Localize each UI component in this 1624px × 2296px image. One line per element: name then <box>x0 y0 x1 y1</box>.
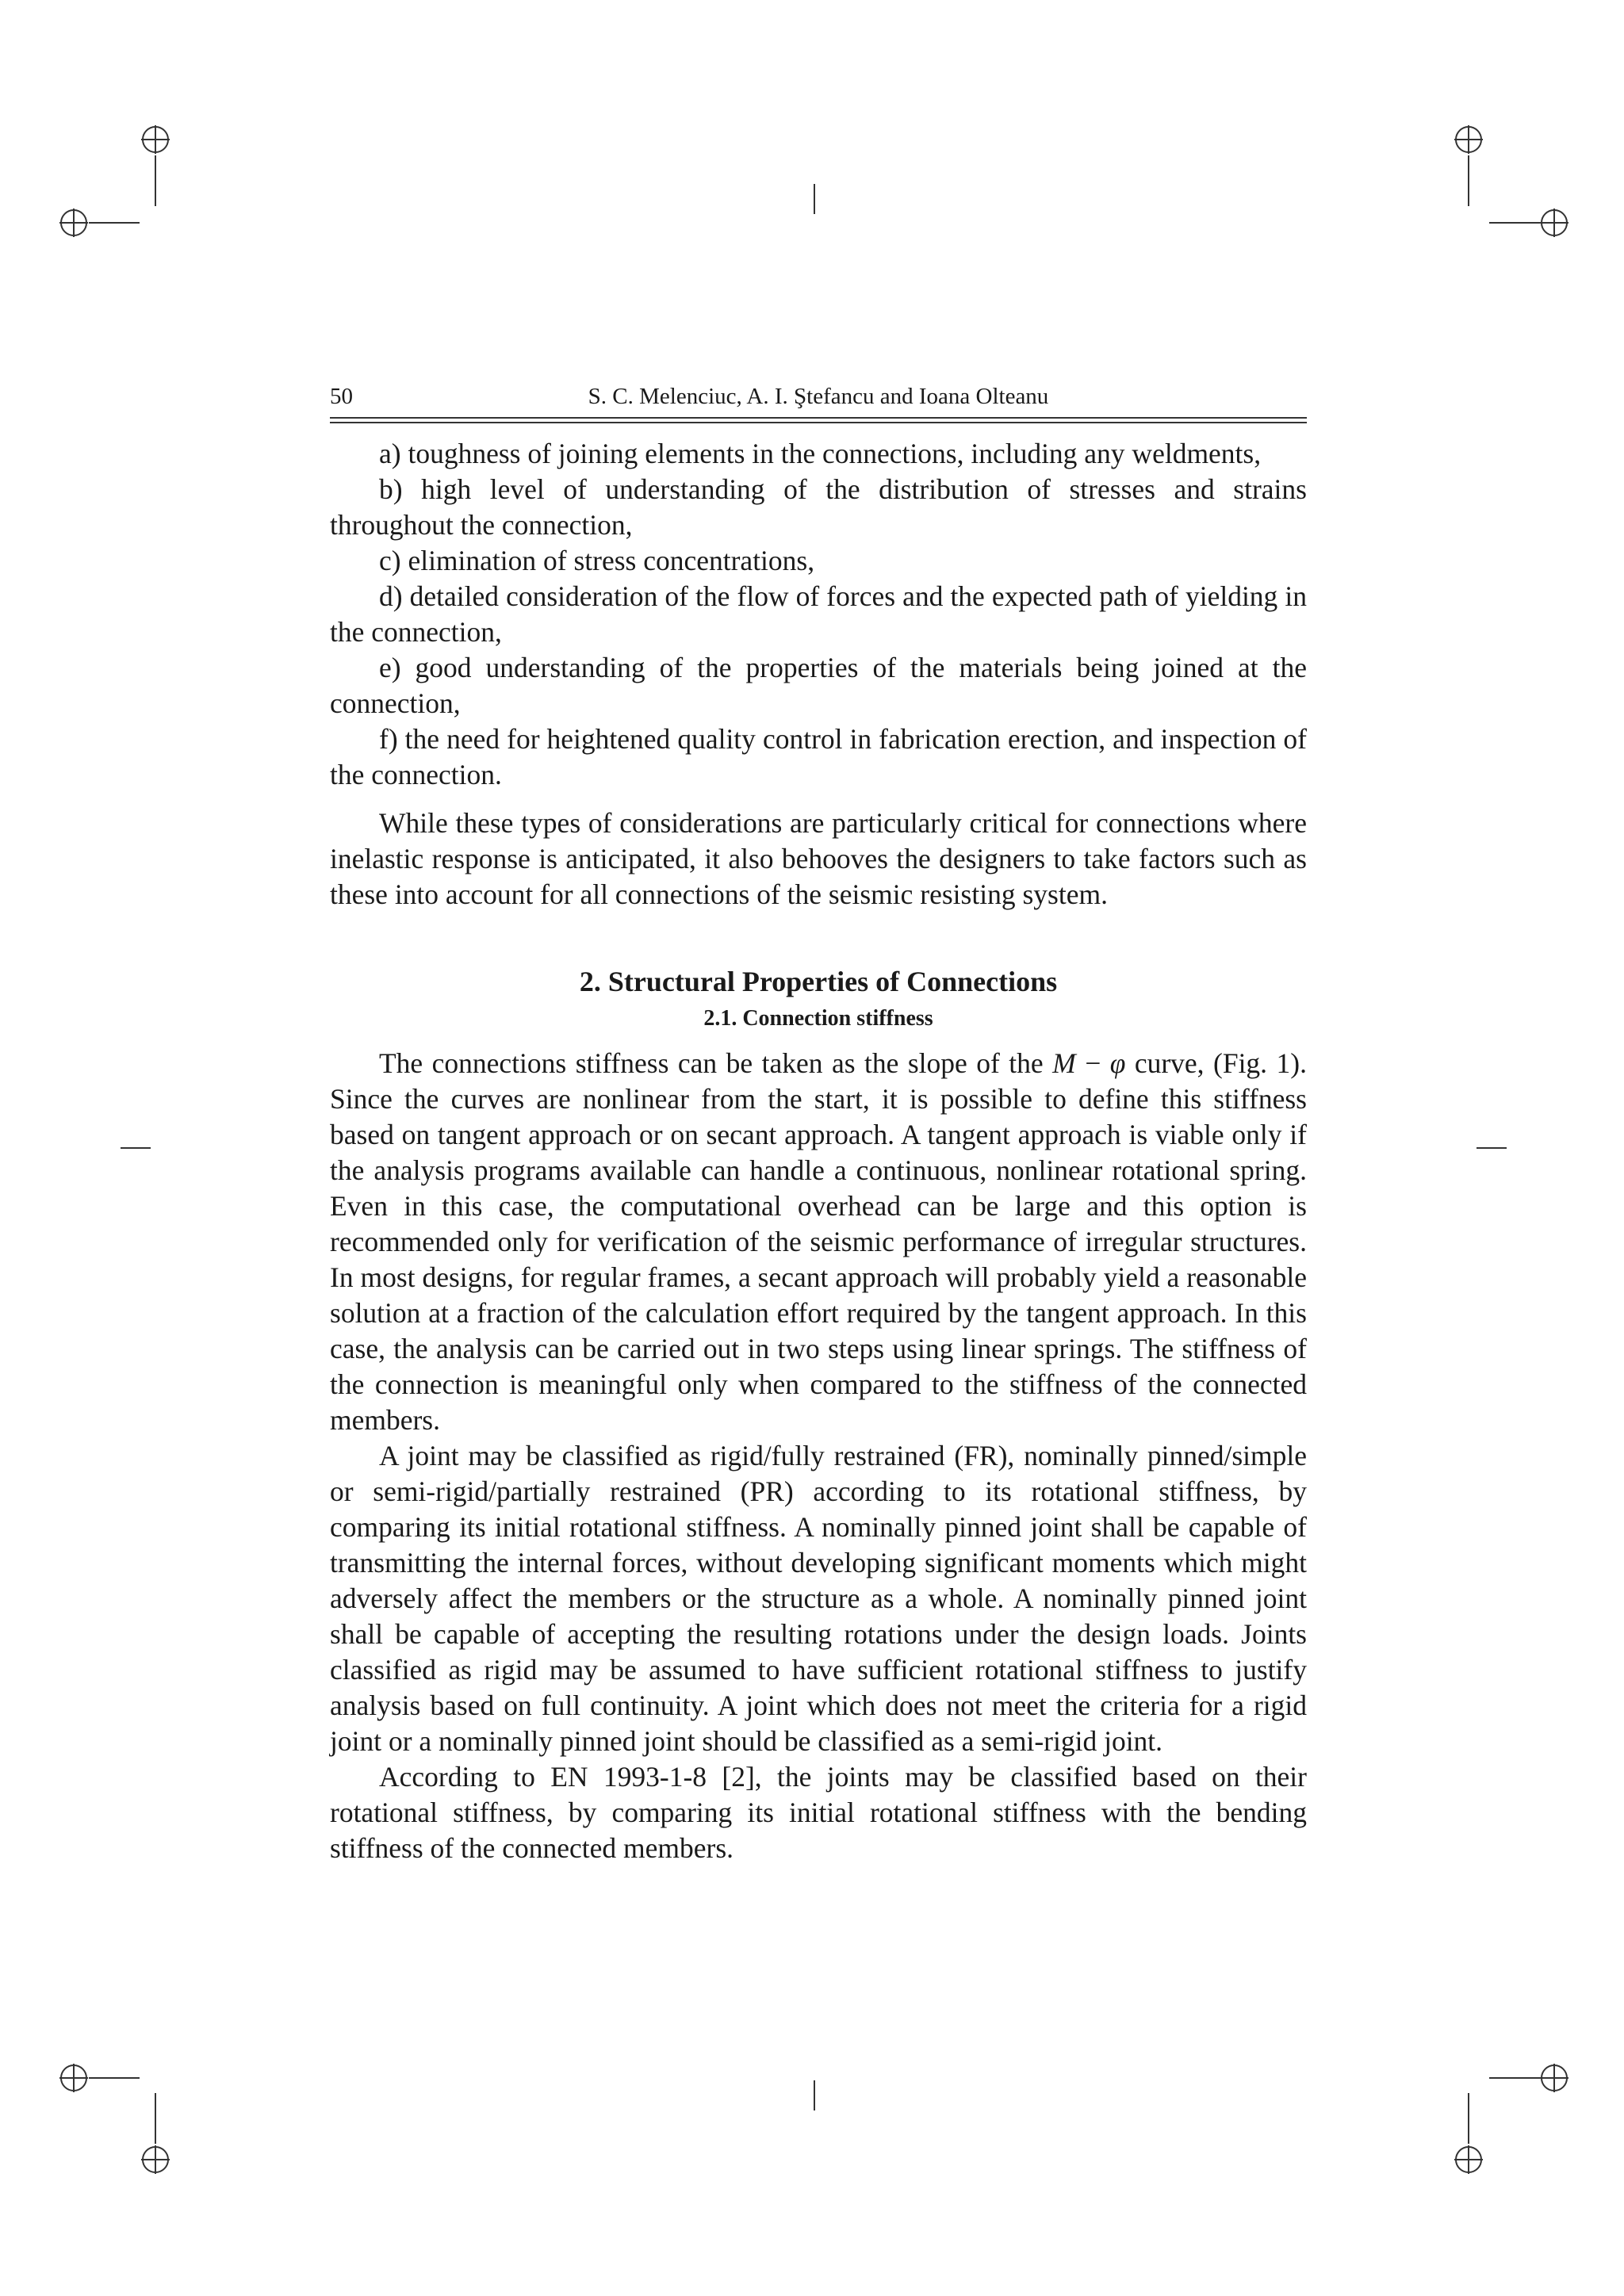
paragraph-intro: While these types of considerations are particularly critical for connections where inelastic response is anticipated, it also behooves the designers to take factors such as these into account for all connections of the seismic resisting system. <box>330 807 1307 910</box>
list-item-b: b) high level of understanding of the distribution of stresses and strains throughout the connection, <box>330 473 1307 541</box>
section-heading: 2. Structural Properties of Connections <box>579 966 1058 997</box>
math-minus: − <box>1075 1047 1110 1079</box>
page-body <box>330 436 1307 1866</box>
text-span: curve, (Fig. 1). Since the curves are nonlinear from the start, it is possible to define this stiffness based on tangent approach or on secant approach. A tangent approach is viable only if the analysis programs available can handle a continuous, nonlinear rotational spring. Even in this case, the computational overhead can be large and this option is recommended only for verification of the seismic performance of irregular structures. In most designs, for regular frames, a secant approach will probably yield a reasonable solution at a fraction of the calculation effort required by the tangent approach. In this case, the analysis can be carried out in two steps using linear springs. The stiffness of the connection is meaningful only when compared to the stiffness of the connected members. <box>330 1047 1307 1436</box>
list-item-d: d) detailed consideration of the flow of forces and the expected path of yielding in the connection, <box>330 580 1307 648</box>
list-item-f: f) the need for heightened quality control in fabrication erection, and inspection of the connection. <box>330 723 1307 790</box>
text-span: The connections stiffness can be taken as the slope of the <box>379 1047 1053 1079</box>
subsection-heading: 2.1. Connection stiffness <box>703 1006 933 1031</box>
list-item-a: a) toughness of joining elements in the connections, including any weldments, <box>379 438 1262 469</box>
header-rule <box>330 417 1307 419</box>
running-header-authors: S. C. Melenciuc, A. I. Ştefancu and Ioana Olteanu <box>588 384 1049 409</box>
paragraph-classification: A joint may be classified as rigid/fully restrained (FR), nominally pinned/simple or semi-rigid/partially restrained (PR) according to its rotational stiffness, by comparing its initial rotational stiffness. A nominally pinned joint shall be capable of transmitting the internal forces, without developing significant moments which might adversely affect the members or the structure as a whole. A nominally pinned joint shall be capable of accepting the resulting rotations under the design loads. Joints classified as rigid may be assumed to have sufficient rotational stiffness to justify analysis based on full continuity. A joint which does not meet the criteria for a rigid joint or a nominally pinned joint should be classified as a semi-rigid joint. <box>330 1440 1307 1757</box>
page-number: 50 <box>330 384 353 409</box>
paragraph-en1993: According to EN 1993-1-8 [2], the joints may be classified based on their rotational stiffness, by comparing its initial rotational stiffness with the bending stiffness of the connected members. <box>330 1761 1307 1864</box>
math-m: M <box>1052 1047 1076 1079</box>
running-header <box>330 381 1307 412</box>
list-item-e: e) good understanding of the properties of the materials being joined at the connection, <box>330 652 1307 719</box>
list-item-c: c) elimination of stress concentrations, <box>379 545 815 576</box>
math-phi: φ <box>1109 1047 1126 1079</box>
paragraph-stiffness <box>330 1046 1307 1438</box>
header-rule <box>330 422 1307 423</box>
